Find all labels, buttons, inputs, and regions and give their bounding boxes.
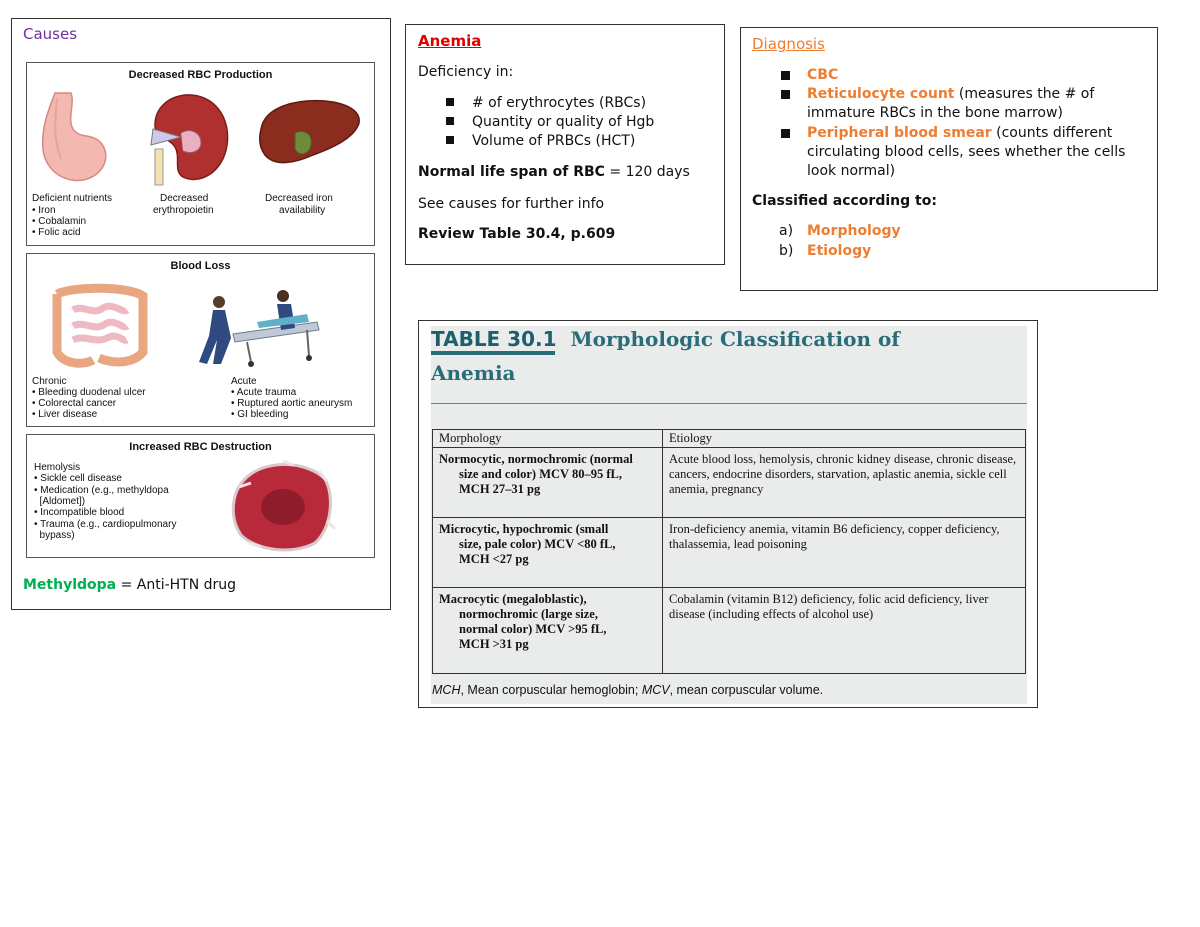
class-prefix: a) [779,223,794,239]
nutrient-cobalamin: • Cobalamin [32,216,87,227]
anemia-bullet-1 [446,95,646,111]
morphology-table [432,429,1026,674]
bullet-square-icon [446,98,454,106]
hemolysis-item-4: • Incompatible blood [34,507,125,518]
methyldopa-note [23,577,236,593]
class-morphology [779,223,901,239]
column-header-morphology: Morphology [433,430,663,448]
morphology-cell: Microcytic, hypochromic (small size, pale color) MCV <80 fL, MCH <27 pg [433,518,663,588]
causes-box [11,18,391,610]
hemolysis-heading: Hemolysis [34,462,81,473]
table-number: TABLE 30.1 [431,327,557,351]
table-row [433,448,1026,518]
diagnosis-item-label: Peripheral blood smear [807,125,992,141]
class-etiology [779,243,871,259]
increased-destruction-title: Increased RBC Destruction [129,441,272,453]
anemia-box [405,24,725,265]
causes-title: Causes [23,25,78,43]
table-row [433,588,1026,674]
morphologic-table-box [418,320,1038,708]
deficient-nutrients-heading: Deficient nutrients [32,193,113,204]
diagnosis-item-detail: (measures the # of immature RBCs in the bone marrow) [807,86,1095,121]
table-heading [431,327,900,351]
table-title-line-2: Anemia [431,361,516,385]
iron-availability-heading: Decreased iron [265,193,333,204]
review-table-line: Review Table 30.4, p.609 [418,226,616,242]
table-footnote [432,683,823,697]
stomach-illustration [35,89,115,187]
nutrient-folic-acid: • Folic acid [32,227,81,238]
anemia-bullet-text: Quantity or quality of Hgb [472,114,655,130]
table-number-underline [431,351,555,355]
footnote-mcv-text: , mean corpuscular volume. [669,683,824,697]
acute-item-aneurysm: • Ruptured aortic aneurysm [231,398,353,409]
acute-heading: Acute [231,376,257,387]
rbc-destruction-illustration [227,457,337,553]
bullet-square-icon [781,129,790,138]
lifespan-value: = 120 days [604,164,690,180]
anemia-bullet-3 [446,133,635,149]
anemia-bullet-2 [446,114,654,130]
chronic-item-ulcer: • Bleeding duodenal ulcer [32,387,146,398]
liver-illustration [255,93,365,173]
diagnosis-box [740,27,1158,291]
footnote-mch-text: , Mean corpuscular hemoglobin; [460,683,642,697]
acute-item-gi: • GI bleeding [231,409,289,420]
etiology-cell: Cobalamin (vitamin B12) deficiency, folic acid deficiency, liver disease (including effects of alcohol use) [663,588,1026,674]
chronic-heading: Chronic [32,376,67,387]
class-label: Etiology [807,243,872,259]
methyldopa-description: = Anti-HTN drug [116,577,237,593]
iron-availability-sub: availability [279,205,326,216]
class-label: Morphology [807,223,901,239]
erythropoietin-sub: erythropoietin [153,205,214,216]
blood-loss-panel [26,253,375,427]
diagnosis-item-label: Reticulocyte count [807,86,955,102]
increased-destruction-panel [26,434,375,558]
hemolysis-item-5: • Trauma (e.g., cardiopulmonary [34,519,177,530]
methyldopa-label: Methyldopa [23,577,117,593]
bullet-square-icon [781,90,790,99]
erythropoietin-heading: Decreased [160,193,209,204]
morphology-cell: Normocytic, normochromic (normal size and color) MCV 80–95 fL, MCH 27–31 pg [433,448,663,518]
hemolysis-item-6: bypass) [34,530,75,541]
table-row [433,518,1026,588]
anemia-bullet-text: Volume of PRBCs (HCT) [472,133,636,149]
hemolysis-item-3: [Aldomet]) [34,496,86,507]
footnote-mch: MCH [432,683,461,697]
diagnosis-item-detail: (counts different circulating blood cells, sees whether the cells look normal) [807,125,1126,179]
hemolysis-item-1: • Sickle cell disease [34,473,122,484]
etiology-cell: Acute blood loss, hemolysis, chronic kidney disease, chronic disease, cancers, endocrine disorders, starvation, aplastic anemia, sickle cell anemia, pregnancy [663,448,1026,518]
kidney-illustration [145,89,235,189]
intestine-illustration [43,282,153,370]
diagnosis-title: Diagnosis [752,35,825,53]
chronic-item-colorectal: • Colorectal cancer [32,398,117,409]
class-prefix: b) [779,243,794,259]
bullet-square-icon [446,136,454,144]
morphology-cell: Macrocytic (megaloblastic), normochromic (large size, normal color) MCV >95 fL, MCH >31 pg [433,588,663,674]
anemia-title: Anemia [418,32,482,50]
blood-loss-title: Blood Loss [170,260,231,272]
anemia-bullet-text: # of erythrocytes (RBCs) [472,95,647,111]
see-causes-line: See causes for further info [418,196,605,212]
decreased-production-title: Decreased RBC Production [128,69,273,81]
lifespan-label: Normal life span of RBC [418,164,605,180]
chronic-item-liver: • Liver disease [32,409,98,420]
table-divider [431,403,1027,404]
bullet-square-icon [446,117,454,125]
bullet-square-icon [781,71,790,80]
acute-item-trauma: • Acute trauma [231,387,297,398]
hemolysis-item-2: • Medication (e.g., methyldopa [34,485,169,496]
footnote-mcv: MCV [641,683,670,697]
etiology-cell: Iron-deficiency anemia, vitamin B6 deficiency, copper deficiency, thalassemia, lead poisoning [663,518,1026,588]
classified-label: Classified according to: [752,193,937,209]
nutrient-iron: • Iron [32,205,56,216]
lifespan-line [418,164,690,180]
column-header-etiology: Etiology [663,430,1026,448]
table-header-row [433,430,1026,448]
stretcher-illustration [197,282,337,372]
decreased-production-panel [26,62,375,246]
diagnosis-item-label: CBC [807,67,839,83]
deficiency-label: Deficiency in: [418,64,514,80]
table-title-line-1: Morphologic Classification of [570,327,900,351]
